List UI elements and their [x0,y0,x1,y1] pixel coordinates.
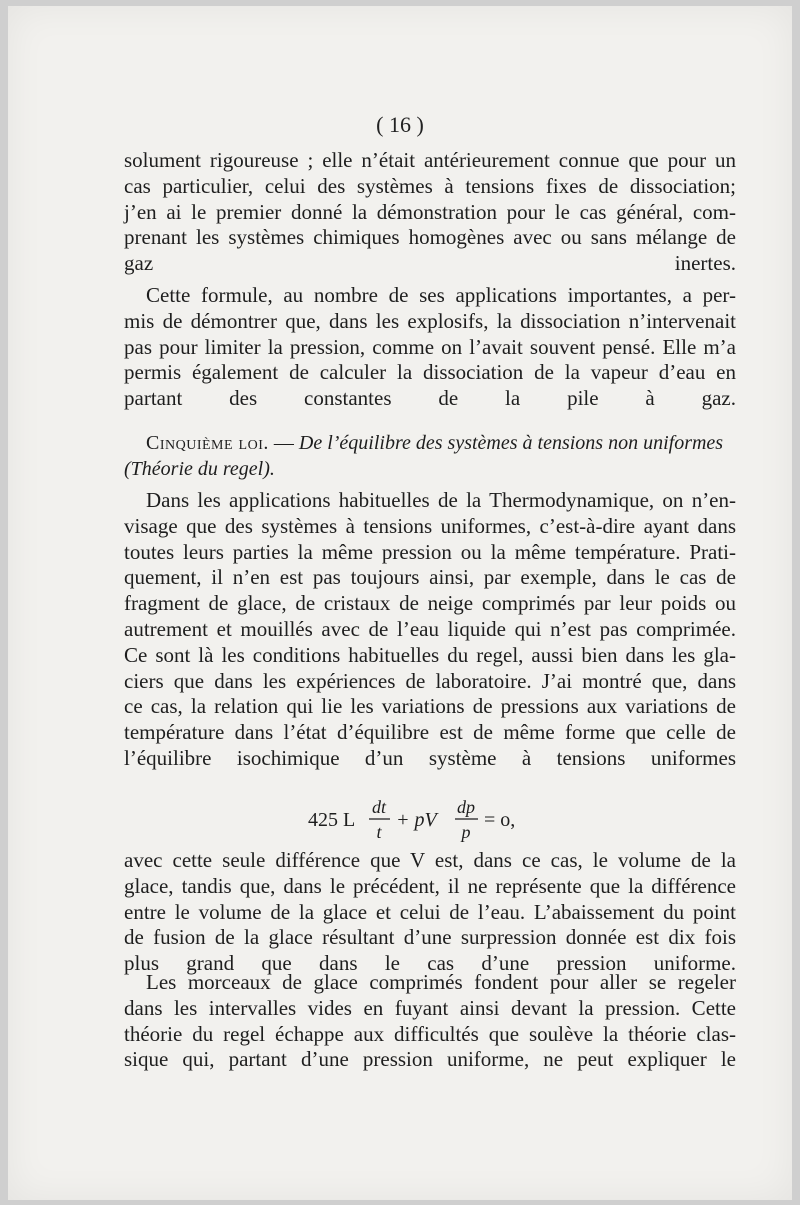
section-heading [124,430,736,482]
text-line: Cette formule, au nombre de ses applications importantes, a per- [146,283,736,307]
text-line: température dans l’état d’équilibre est de même forme que celle de [124,720,736,745]
text-line: de fusion de la glace résultant d’une surpression donnée est dix fois [124,925,736,950]
text-line: fragment de glace, de cristaux de neige comprimés par leur poids ou [124,591,736,616]
paragraph-2 [124,283,736,412]
text-line: quement, il n’en est pas toujours ainsi, par exemple, dans le cas de [124,565,736,590]
text-line: pas pour limiter la pression, comme on l’avait souvent pensé. Elle m’a [124,334,736,359]
text-line: partant des constantes de la pile à gaz. [124,386,736,411]
formula-svg [0,796,800,846]
paragraph-1 [124,148,736,277]
text-line: sique qui, partant d’une pression uniforme, ne peut expliquer le [124,1047,736,1072]
formula-frac1-den: t [376,822,382,842]
formula [0,796,800,846]
text-line: l’équilibre isochimique d’un système à tensions uniformes [124,745,736,770]
text-line: permis également de calculer la dissociation de la vapeur d’eau en [124,360,736,385]
text-line: gaz inertes. [124,251,736,276]
formula-end: = o, [484,809,516,831]
text-line: cas particulier, celui des systèmes à tensions fixes de dissociation; [124,173,736,198]
text-line: visage que des systèmes à tensions uniformes, c’est-à-dire ayant dans [124,513,736,538]
text-line: Les morceaux de glace comprimés fondent pour aller se regeler [146,970,736,994]
formula-frac1-num: dt [371,797,387,817]
text-line: Dans les applications habituelles de la Thermodynamique, on n’en- [146,488,736,512]
text-line: théorie du regel échappe aux difficultés que soulève la théorie clas- [124,1021,736,1046]
formula-frac2-den: p [461,822,471,842]
text-line: ciers que dans les expériences de laboratoire. J’ai montré que, dans [124,668,736,693]
text-line: prenant les systèmes chimiques homogènes avec ou sans mélange de [124,225,736,250]
section-label: Cinquième loi. [146,432,269,454]
text-line: autrement et mouillés avec de l’eau liquide qui n’est pas comprimée. [124,616,736,641]
text-line: toutes leurs parties la même pression ou la même température. Prati- [124,539,736,564]
section-dash: — [268,432,299,454]
paragraph-5 [124,970,736,1073]
text-line: avec cette seule différence que V est, dans ce cas, le volume de la [124,848,736,872]
text-line: Ce sont là les conditions habituelles du regel, aussi bien dans les gla- [124,642,736,667]
formula-middle: + pV [396,809,437,831]
page-number: ( 16 ) [376,112,424,137]
text-line: ce cas, la relation qui lie les variations de pressions aux variations de [124,694,736,719]
text-line: solument rigoureuse ; elle n’était antérieurement connue que pour un [124,148,736,172]
text-line: glace, tandis que, dans le précédent, il ne représente que la différence [124,873,736,898]
text-line: j’en ai le premier donné la démonstration pour le cas général, com- [124,199,736,224]
paragraph-3 [124,488,736,772]
text-line: dans les intervalles vides en fuyant ainsi devant la pression. Cette [124,995,736,1020]
section-subtitle: (Théorie du regel). [124,458,275,480]
section-title: De l’équilibre des systèmes à tensions non uniformes [298,432,724,454]
text-line: plus grand que dans le cas d’une pression uniforme. [124,951,736,976]
text-line: entre le volume de la glace et celui de l’eau. L’abaissement du point [124,899,736,924]
formula-frac2-num: dp [457,797,475,817]
text-line: mis de démontrer que, dans les explosifs, la dissociation n’intervenait [124,308,736,333]
formula-coef: 425 L [308,809,356,831]
paragraph-4 [124,848,736,977]
